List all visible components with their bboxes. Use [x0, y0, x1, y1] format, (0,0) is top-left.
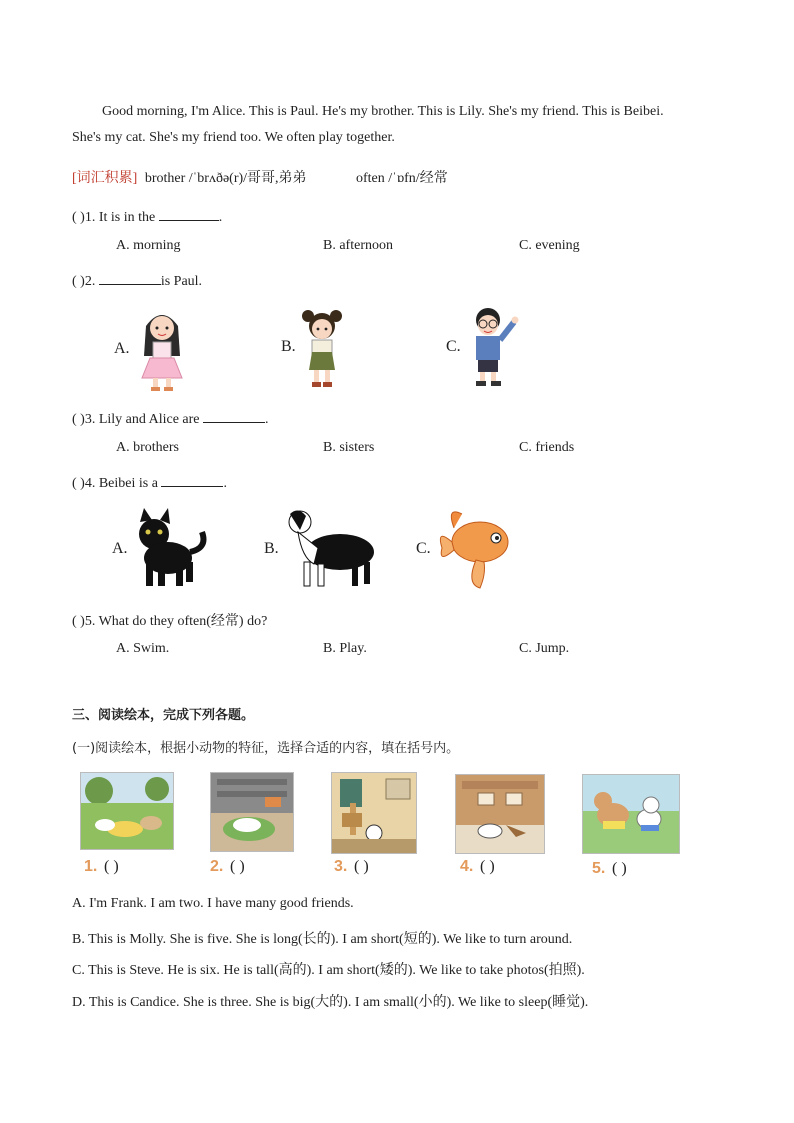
- section-3-subtitle: (一)阅读绘本，根据小动物的特征，选择合适的内容，填在括号内。: [72, 741, 460, 756]
- question-1: [72, 206, 222, 226]
- picture-book-scene-2: [210, 772, 294, 852]
- scene-number-4: 4.: [460, 858, 474, 875]
- q5-option-c[interactable]: C. Jump.: [519, 641, 570, 656]
- scene-answer-paren-1[interactable]: ( ): [104, 858, 119, 875]
- q2-option-c-label[interactable]: C.: [446, 338, 461, 355]
- q1-option-a[interactable]: A. morning: [116, 238, 181, 253]
- question-text: 2.: [84, 274, 99, 289]
- scene-answer-paren-4[interactable]: ( ): [480, 858, 495, 875]
- scene-number-3: 3.: [334, 858, 348, 875]
- question-text-end: .: [265, 412, 269, 427]
- q4-option-a-label[interactable]: A.: [112, 540, 128, 557]
- answer-blank[interactable]: [203, 408, 265, 423]
- q1-option-b[interactable]: B. afternoon: [323, 238, 393, 253]
- answer-paren[interactable]: ( ): [72, 274, 85, 289]
- picture-book-scene-5: [582, 774, 680, 854]
- answer-paren[interactable]: ( ): [72, 476, 85, 491]
- q3-option-b[interactable]: B. sisters: [323, 440, 375, 455]
- vocab-tag: [词汇积累]: [72, 171, 138, 186]
- question-text: 1. It is in the: [84, 210, 159, 225]
- q3-option-c[interactable]: C. friends: [519, 440, 575, 455]
- vocab-word-brother: brother /ˈbrʌðə(r)/哥哥,弟弟: [144, 171, 307, 186]
- question-text: 5. What do they often(经常) do?: [84, 614, 268, 629]
- boy-paul-image[interactable]: [466, 306, 522, 390]
- question-2: [72, 270, 202, 290]
- answer-blank[interactable]: [159, 206, 219, 221]
- scene-answer-paren-2[interactable]: ( ): [230, 858, 245, 875]
- statement-b: B. This is Molly. She is five. She is long(长的). I am short(短的). We like to turn around.: [72, 932, 573, 947]
- picture-book-scene-3: [331, 772, 417, 854]
- goldfish-image[interactable]: [436, 508, 514, 590]
- q5-option-a[interactable]: A. Swim.: [116, 641, 170, 656]
- picture-book-scene-1: [80, 772, 174, 850]
- question-text-end: .: [223, 476, 227, 491]
- q3-option-a[interactable]: A. brothers: [116, 440, 179, 455]
- answer-paren[interactable]: ( ): [72, 412, 85, 427]
- vocab-row: [72, 167, 307, 187]
- statement-a: A. I'm Frank. I am two. I have many good friends.: [72, 896, 354, 911]
- q2-option-b-label[interactable]: B.: [281, 338, 296, 355]
- question-text: 3. Lily and Alice are: [84, 412, 204, 427]
- question-5: [72, 610, 267, 630]
- cat-image[interactable]: [132, 508, 210, 590]
- passage-line-2: She's my cat. She's my friend too. We often play together.: [72, 130, 395, 145]
- passage-line-1: Good morning, I'm Alice. This is Paul. He's my brother. This is Lily. She's my friend. This is Beibei.: [102, 104, 664, 119]
- statement-d: D. This is Candice. She is three. She is big(大的). I am small(小的). We like to sleep(睡觉).: [72, 995, 589, 1010]
- scene-number-5: 5.: [592, 860, 606, 877]
- section-3-title: 三、阅读绘本，完成下列各题。: [72, 708, 255, 723]
- scene-number-1: 1.: [84, 858, 98, 875]
- question-text-end: .: [218, 210, 223, 225]
- q4-option-b-label[interactable]: B.: [264, 540, 279, 557]
- q2-option-a-label[interactable]: A.: [114, 340, 130, 357]
- vocab-word-often: often /ˈɒfn/经常: [356, 171, 448, 186]
- scene-answer-paren-5[interactable]: ( ): [612, 860, 627, 877]
- girl-lily-image[interactable]: [300, 306, 344, 390]
- answer-blank[interactable]: [161, 472, 223, 487]
- scene-number-2: 2.: [210, 858, 224, 875]
- statement-c: C. This is Steve. He is six. He is tall(高的). I am short(矮的). We like to take photos(拍照).: [72, 963, 585, 978]
- girl-alice-image[interactable]: [136, 306, 188, 392]
- question-4: [72, 472, 227, 492]
- answer-blank[interactable]: [99, 270, 161, 285]
- scene-answer-paren-3[interactable]: ( ): [354, 858, 369, 875]
- question-text-end: is Paul.: [160, 274, 203, 289]
- answer-paren[interactable]: ( ): [72, 614, 85, 629]
- q1-option-c[interactable]: C. evening: [519, 238, 580, 253]
- picture-book-scene-4: [455, 774, 545, 854]
- dog-image[interactable]: [284, 508, 376, 590]
- q5-option-b[interactable]: B. Play.: [323, 641, 367, 656]
- question-text: 4. Beibei is a: [84, 476, 162, 491]
- question-3: [72, 408, 269, 428]
- answer-paren[interactable]: ( ): [72, 210, 85, 225]
- reading-passage: [72, 96, 722, 127]
- q4-option-c-label[interactable]: C.: [416, 540, 431, 557]
